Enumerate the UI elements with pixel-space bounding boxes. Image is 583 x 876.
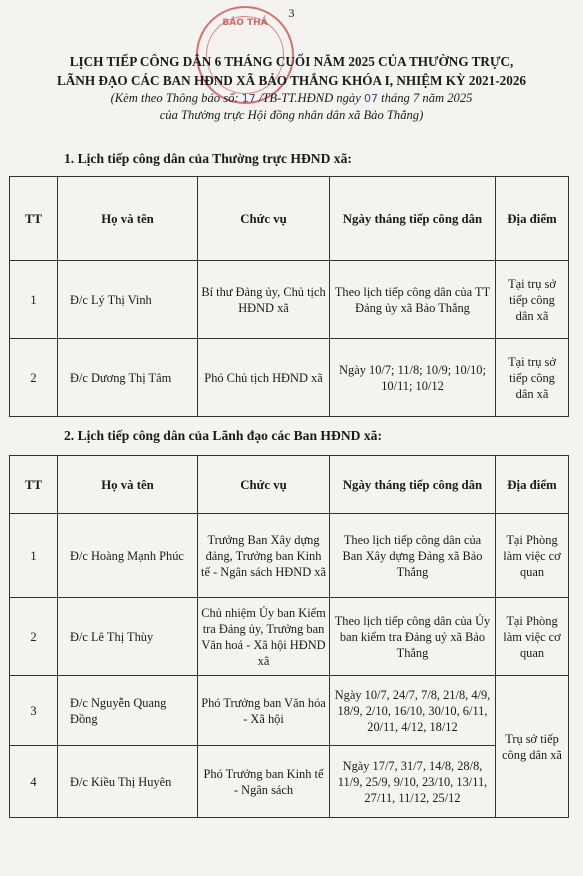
row-position: Phó Chủ tịch HĐND xã bbox=[198, 339, 330, 417]
header-tt: TT bbox=[10, 456, 58, 514]
row-dates: Ngày 17/7, 31/7, 14/8, 28/8, 11/9, 25/9, 9/10, 23/10, 13/11, 27/11, 11/12, 25/12 bbox=[330, 746, 496, 818]
row-position: Trưởng Ban Xây dựng đảng, Trưởng ban Kinh tế - Ngân sách HĐND xã bbox=[198, 514, 330, 598]
header-dates: Ngày tháng tiếp công dân bbox=[330, 177, 496, 261]
section-1-table bbox=[9, 176, 569, 417]
row-tt: 2 bbox=[10, 598, 58, 676]
row-name: Đ/c Kiều Thị Huyên bbox=[58, 746, 198, 818]
table-row bbox=[10, 514, 569, 598]
subtitle-line-1 bbox=[0, 90, 583, 107]
table-header-row bbox=[10, 177, 569, 261]
row-position: Phó Trưởng ban Kinh tế - Ngân sách bbox=[198, 746, 330, 818]
header-position: Chức vụ bbox=[198, 177, 330, 261]
header-position: Chức vụ bbox=[198, 456, 330, 514]
document-title bbox=[0, 52, 583, 90]
table-row bbox=[10, 746, 569, 818]
header-tt: TT bbox=[10, 177, 58, 261]
row-dates: Ngày 10/7; 11/8; 10/9; 10/10; 10/11; 10/12 bbox=[330, 339, 496, 417]
header-place: Địa điểm bbox=[496, 456, 569, 514]
table-header-row bbox=[10, 456, 569, 514]
merged-place-cell: Trụ sở tiếp công dân xã bbox=[496, 676, 569, 818]
header-name: Họ và tên bbox=[58, 456, 198, 514]
row-name: Đ/c Lý Thị Vinh bbox=[58, 261, 198, 339]
row-dates: Ngày 10/7, 24/7, 7/8, 21/8, 4/9, 18/9, 2/10, 16/10, 30/10, 6/11, 20/11, 4/12, 18/12 bbox=[330, 676, 496, 746]
row-tt: 4 bbox=[10, 746, 58, 818]
title-line-1: LỊCH TIẾP CÔNG DÂN 6 THÁNG CUỐI NĂM 2025 CỦA THƯỜNG TRỰC, bbox=[69, 54, 514, 69]
handwritten-number: 17 bbox=[241, 92, 256, 105]
section-2-heading: 2. Lịch tiếp công dân của Lãnh đạo các Ban HĐND xã: bbox=[64, 428, 382, 443]
section-1-heading: 1. Lịch tiếp công dân của Thường trực HĐND xã: bbox=[64, 151, 352, 166]
header-name: Họ và tên bbox=[58, 177, 198, 261]
subtitle-suffix: tháng 7 năm 2025 bbox=[377, 91, 473, 105]
subtitle-line-2: của Thường trực Hội đồng nhân dân xã Bảo Thắng) bbox=[159, 108, 424, 122]
row-place: Tại Phòng làm việc cơ quan bbox=[496, 514, 569, 598]
header-place: Địa điểm bbox=[496, 177, 569, 261]
row-position: Bí thư Đảng ủy, Chủ tịch HĐND xã bbox=[198, 261, 330, 339]
stamp-text: BẢO THẮ bbox=[222, 18, 268, 28]
row-dates: Theo lịch tiếp công dân của TT Đảng ủy xã Bảo Thắng bbox=[330, 261, 496, 339]
row-dates: Theo lịch tiếp công dân của Ban Xây dựng Đảng xã Bảo Thắng bbox=[330, 514, 496, 598]
row-position: Phó Trưởng ban Văn hóa - Xã hội bbox=[198, 676, 330, 746]
subtitle-prefix: (Kèm theo Thông báo số: bbox=[110, 91, 242, 105]
table-row bbox=[10, 676, 569, 746]
handwritten-day: 07 bbox=[363, 92, 378, 105]
document-subtitle bbox=[0, 90, 583, 124]
row-name: Đ/c Dương Thị Tâm bbox=[58, 339, 198, 417]
row-tt: 3 bbox=[10, 676, 58, 746]
row-place: Tại trụ sở tiếp công dân xã bbox=[496, 339, 569, 417]
table-row bbox=[10, 598, 569, 676]
row-place: Tại trụ sở tiếp công dân xã bbox=[496, 261, 569, 339]
row-name: Đ/c Nguyễn Quang Đồng bbox=[58, 676, 198, 746]
table-row bbox=[10, 261, 569, 339]
page-number: 3 bbox=[288, 6, 295, 20]
row-tt: 2 bbox=[10, 339, 58, 417]
row-name: Đ/c Lê Thị Thùy bbox=[58, 598, 198, 676]
title-line-2: LÃNH ĐẠO CÁC BAN HĐND XÃ BẢO THẮNG KHÓA I, NHIỆM KỲ 2021-2026 bbox=[56, 73, 527, 88]
table-row bbox=[10, 339, 569, 417]
row-dates: Theo lịch tiếp công dân của Ủy ban kiểm tra Đảng uỷ xã Bảo Thắng bbox=[330, 598, 496, 676]
row-tt: 1 bbox=[10, 514, 58, 598]
row-tt: 1 bbox=[10, 261, 58, 339]
row-position: Chủ nhiệm Ủy ban Kiểm tra Đảng ủy, Trưởng ban Văn hoá - Xã hội HĐND xã bbox=[198, 598, 330, 676]
section-2-table bbox=[9, 455, 569, 818]
subtitle-mid: /TB-TT.HĐND ngày bbox=[255, 91, 364, 105]
row-place: Tại Phòng làm việc cơ quan bbox=[496, 598, 569, 676]
header-dates: Ngày tháng tiếp công dân bbox=[330, 456, 496, 514]
row-name: Đ/c Hoàng Mạnh Phúc bbox=[58, 514, 198, 598]
